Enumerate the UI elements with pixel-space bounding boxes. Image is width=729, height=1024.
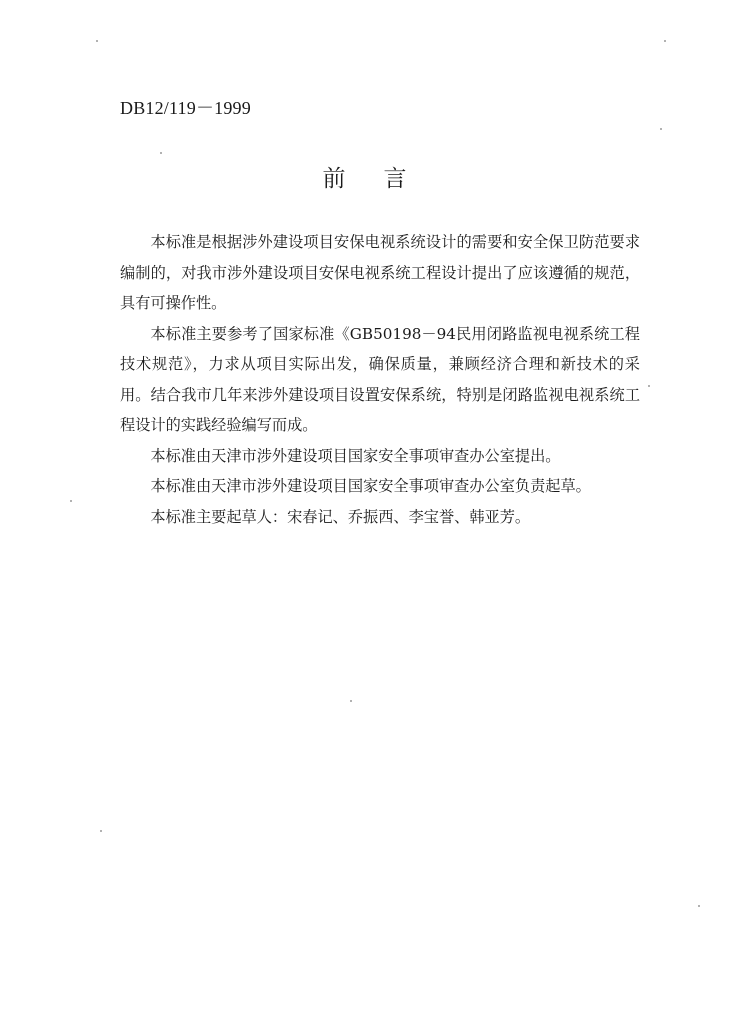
document-code: DB12/119－1999 xyxy=(120,98,251,118)
paragraph-purpose: 本标准是根据涉外建设项目安保电视系统设计的需要和安全保卫防范要求编制的，对我市涉外建设项目安保电视系统工程设计提出了应该遵循的规范，具有可操作性。 xyxy=(120,233,640,312)
scan-speck xyxy=(648,385,650,387)
scan-speck xyxy=(660,128,662,130)
scan-speck xyxy=(96,40,98,42)
foreword-body xyxy=(120,227,640,532)
paragraph-proposer: 本标准由天津市涉外建设项目国家安全事项审查办公室提出。 xyxy=(150,446,561,465)
scan-speck xyxy=(70,500,72,502)
page-title: 前言 xyxy=(322,166,445,192)
paragraph-references: 本标准主要参考了国家标准《GB50198－94民用闭路监视电视系统工程技术规范》，力求从项目实际出发，确保质量，兼顾经济合理和新技术的采用。结合我市几年来涉外建设项目设置安保系统，特别是闭路监视电视系统工程设计的实践经验编写而成。 xyxy=(120,324,640,434)
paragraph-drafter: 本标准由天津市涉外建设项目国家安全事项审查办公室负责起草。 xyxy=(150,477,591,495)
scan-speck xyxy=(160,152,162,154)
scan-speck xyxy=(698,905,700,907)
scan-speck xyxy=(350,700,352,702)
scan-speck xyxy=(100,830,102,832)
scan-speck xyxy=(664,40,666,42)
paragraph-authors: 本标准主要起草人：宋春记、乔振西、李宝誉、韩亚芳。 xyxy=(150,507,531,526)
